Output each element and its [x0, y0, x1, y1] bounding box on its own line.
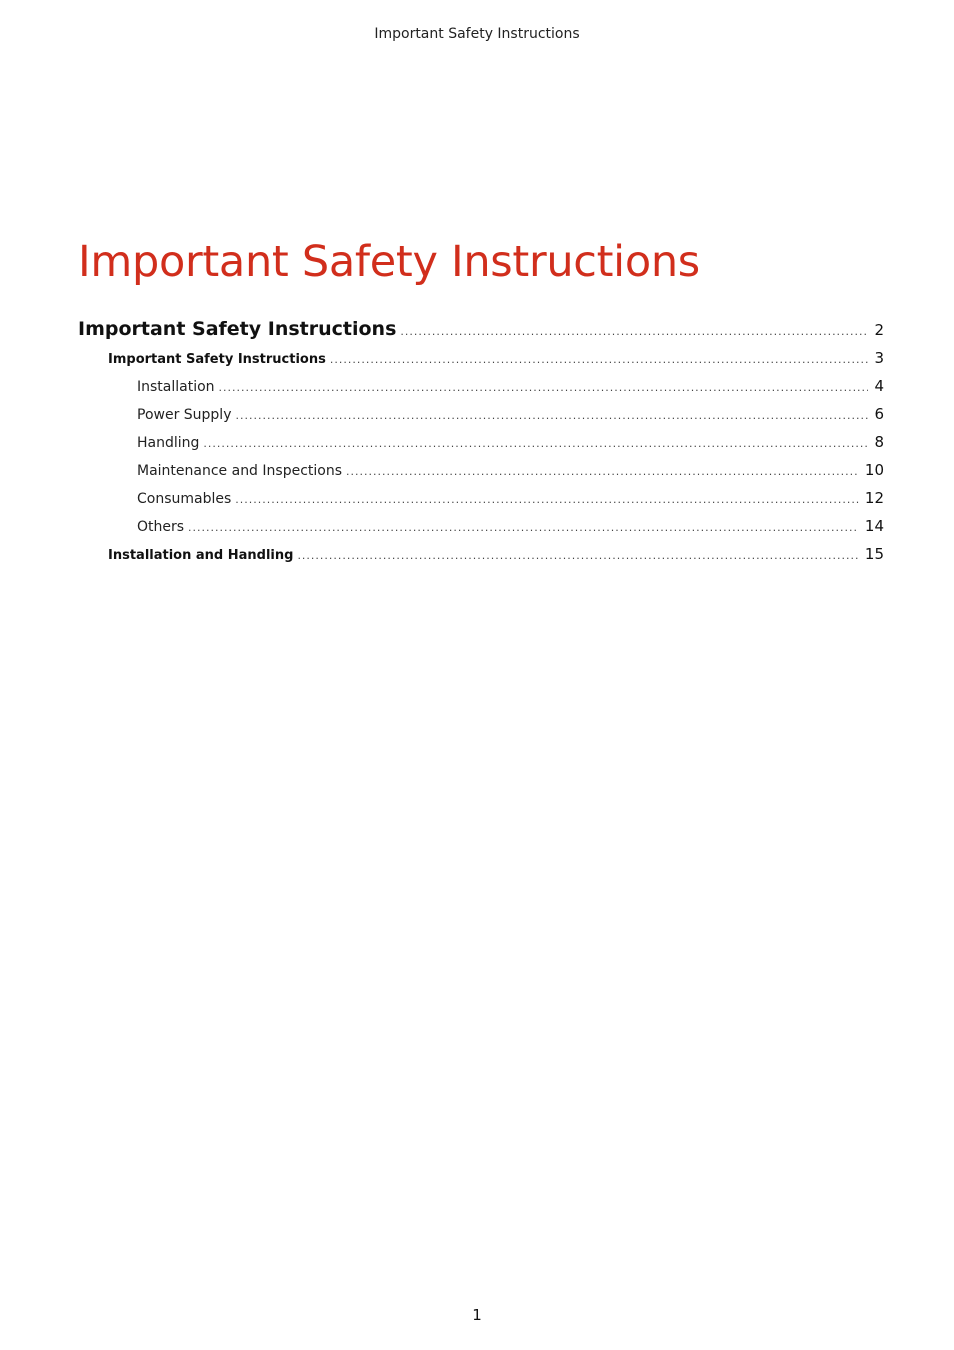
toc-entry-label[interactable]: Important Safety Instructions: [78, 318, 397, 340]
table-of-contents: [78, 318, 884, 573]
toc-entry-page[interactable]: 8: [874, 433, 884, 451]
toc-entry-label[interactable]: Handling: [137, 435, 200, 451]
toc-entry-important-safety-instructions-sub[interactable]: [78, 349, 884, 377]
toc-entry-page[interactable]: 4: [874, 377, 884, 395]
toc-entry-label[interactable]: Others: [137, 519, 185, 535]
toc-dot-leader: [236, 409, 869, 422]
toc-entry-important-safety-instructions[interactable]: [78, 318, 884, 349]
toc-entry-page[interactable]: 3: [874, 349, 884, 367]
toc-dot-leader: [235, 493, 859, 506]
running-header: Important Safety Instructions: [374, 26, 580, 42]
toc-entry-consumables[interactable]: [78, 489, 884, 517]
toc-entry-power-supply[interactable]: [78, 405, 884, 433]
toc-entry-label[interactable]: Important Safety Instructions: [108, 352, 326, 367]
toc-entry-label[interactable]: Maintenance and Inspections: [137, 463, 343, 479]
toc-entry-others[interactable]: [78, 517, 884, 545]
toc-dot-leader: [400, 325, 868, 338]
toc-entry-label[interactable]: Installation and Handling: [108, 548, 294, 563]
toc-entry-page[interactable]: 15: [864, 545, 884, 563]
toc-entry-installation-and-handling[interactable]: [78, 545, 884, 573]
toc-entry-label[interactable]: Consumables: [137, 491, 232, 507]
toc-entry-page[interactable]: 2: [874, 321, 884, 339]
toc-entry-label[interactable]: Installation: [137, 379, 215, 395]
toc-entry-page[interactable]: 12: [864, 489, 884, 507]
toc-entry-maintenance-and-inspections[interactable]: [78, 461, 884, 489]
toc-dot-leader: [346, 465, 859, 478]
toc-entry-handling[interactable]: [78, 433, 884, 461]
toc-dot-leader: [219, 381, 869, 394]
toc-dot-leader: [297, 549, 858, 562]
toc-dot-leader: [203, 437, 868, 450]
toc-entry-label[interactable]: Power Supply: [137, 407, 232, 423]
toc-entry-installation[interactable]: [78, 377, 884, 405]
toc-entry-page[interactable]: 6: [874, 405, 884, 423]
document-title: Important Safety Instructions: [78, 237, 700, 287]
page-number: 1: [472, 1306, 482, 1324]
toc-dot-leader: [330, 353, 869, 366]
toc-dot-leader: [188, 521, 859, 534]
toc-entry-page[interactable]: 14: [864, 517, 884, 535]
toc-entry-page[interactable]: 10: [864, 461, 884, 479]
